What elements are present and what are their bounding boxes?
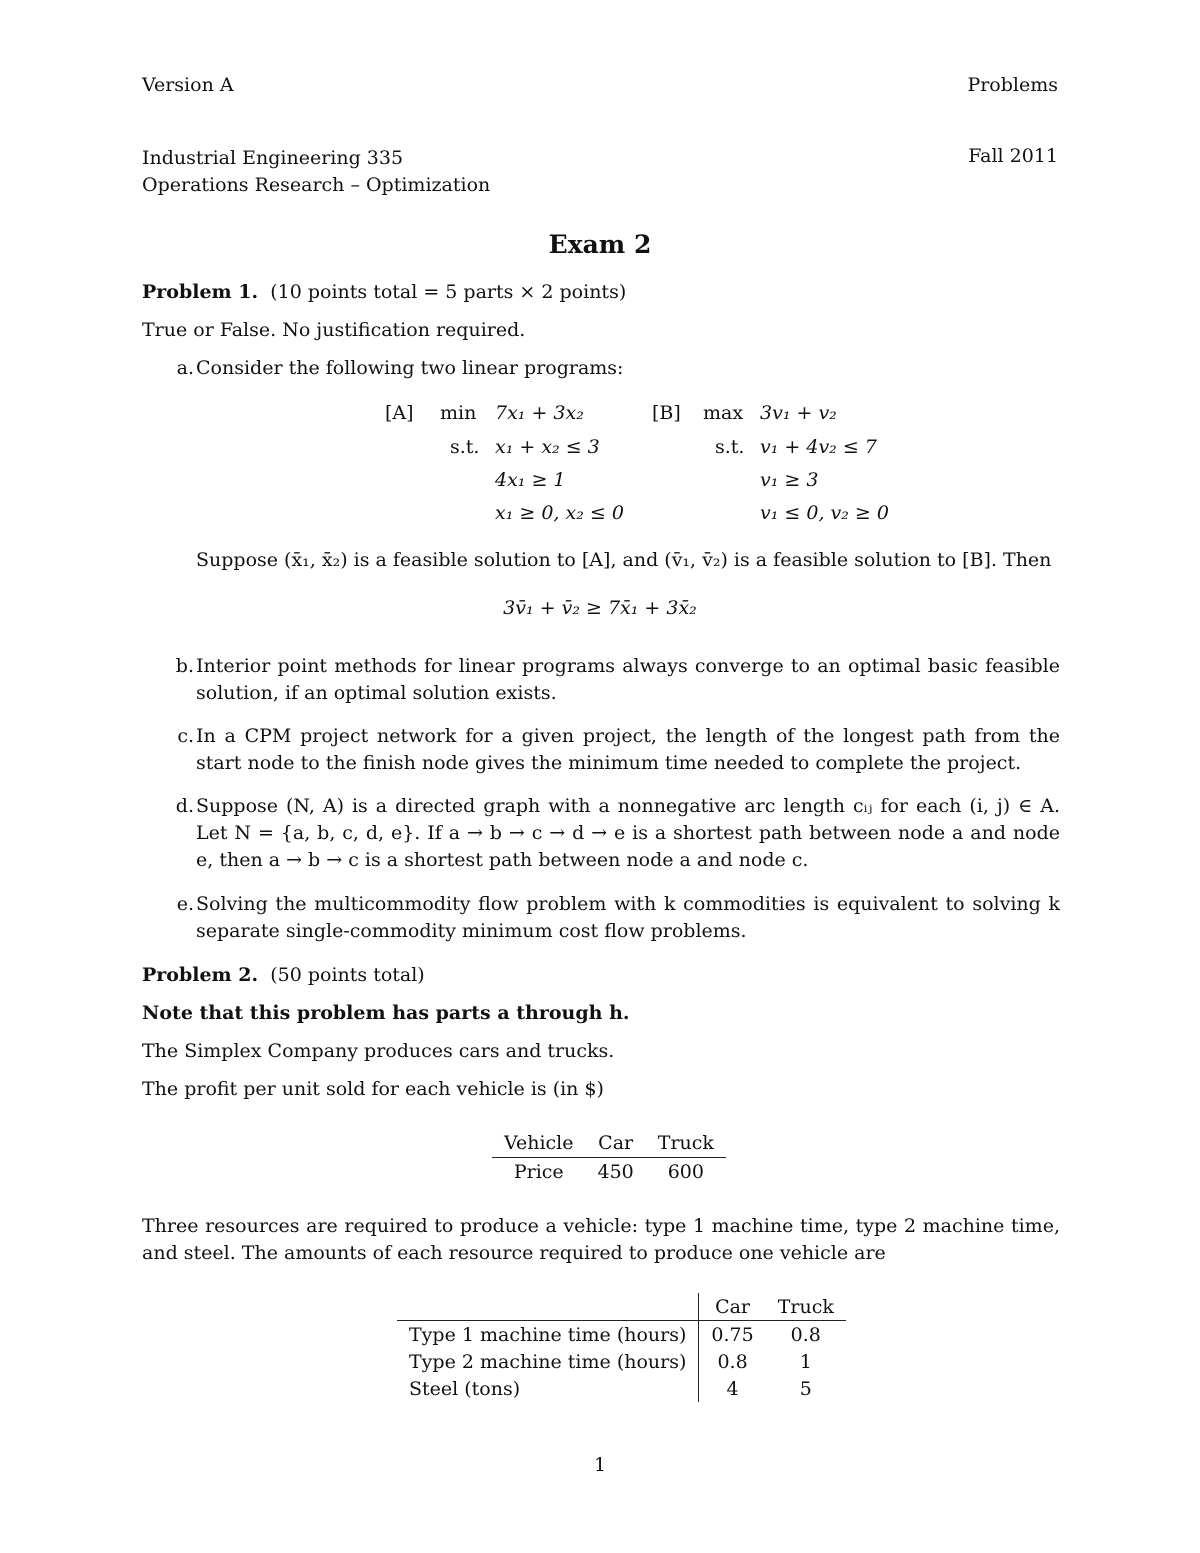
part-b-label: b. [175,655,194,677]
price-label: Price [513,1161,564,1183]
page-number: 1 [593,1454,607,1476]
resource-table-header-car: Car [699,1293,766,1321]
price-table [492,1129,726,1186]
table-row [397,1348,846,1375]
part-a-inequality: 3v̄₁ + v̄₂ ≥ 7x̄₁ + 3x̄₂ [503,597,697,619]
lpB-tag: [B] [652,402,681,424]
problem2-points: (50 points total) [270,964,425,986]
part-d-text: Suppose (N, A) is a directed graph with a nonnegative arc length cᵢⱼ for each (i, j) ∈ A. Let N = {a, b, c, d, e}. If a → b → c → d → e is a shortest path between node a and node e, then a → b → c is a shortest path between node a and node c. [196,795,1060,871]
problem2-note: Note that this problem has parts a through h. [142,1002,630,1024]
price-table-header-vehicle: Vehicle [492,1129,586,1158]
lpA-st: s.t. [450,436,480,458]
resource-label: Type 1 machine time (hours) [397,1321,699,1349]
term: Fall 2011 [968,145,1058,167]
part-b-text: Interior point methods for linear programs always converge to an optimal basic feasible solution, if an optimal solution exists. [196,655,1060,704]
resource-table-header-blank [397,1293,699,1321]
course-info [142,145,490,199]
price-table-header-car: Car [586,1129,646,1158]
problem2-heading [142,962,1060,989]
problem2-sentence3: Three resources are required to produce a vehicle: type 1 machine time, type 2 machine time, and steel. The amounts of each resource required to produce one vehicle are [142,1215,1060,1264]
resource-label: Type 2 machine time (hours) [397,1348,699,1375]
lpA-sense: min [440,402,477,424]
part-a-suppose-text: Suppose (x̄₁, x̄₂) is a feasible solution to [A], and (v̄₁, v̄₂) is a feasible solution to [B]. Then [196,549,1052,571]
lpB-st: s.t. [715,436,745,458]
resource-truck: 0.8 [790,1323,821,1346]
problem2-label: Problem 2. [142,964,259,986]
lpB-constraint2: v₁ ≥ 3 [760,469,819,491]
table-row [397,1321,846,1349]
lpA-tag: [A] [385,402,414,424]
lpB-sense: max [703,402,744,424]
lpA-objective: 7x₁ + 3x₂ [495,402,584,424]
price-table-header-truck: Truck [646,1129,726,1158]
lpA-constraint1: x₁ + x₂ ≤ 3 [495,436,600,458]
part-a-label: a. [176,357,194,379]
lpA-constraint3: x₁ ≥ 0, x₂ ≤ 0 [495,502,624,524]
problem1-label: Problem 1. [142,281,259,303]
part-c-text: In a CPM project network for a given project, the length of the longest path from the start node to the finish node gives the minimum time needed to complete the project. [196,725,1060,774]
page-title: Exam 2 [548,230,652,259]
problem1-heading [142,279,1060,306]
header-right: Problems [967,74,1058,96]
resource-label: Steel (tons) [397,1375,699,1402]
price-car: 450 [597,1161,634,1183]
part-a-text: Consider the following two linear programs: [196,357,624,379]
table-row [397,1375,846,1402]
problem1-instructions: True or False. No justification required. [142,319,526,341]
part-d-label: d. [175,795,194,817]
problem2-sentence2: The profit per unit sold for each vehicle is (in $) [142,1078,604,1100]
resource-car: 0.75 [711,1323,754,1346]
resource-truck: 5 [799,1377,812,1400]
course-subtitle: Operations Research – Optimization [142,174,491,196]
part-e-label: e. [176,893,194,915]
table-row [492,1158,726,1187]
lpB-constraint3: v₁ ≤ 0, v₂ ≥ 0 [760,502,889,524]
resource-truck: 1 [799,1350,812,1373]
resource-table [397,1293,846,1402]
part-c-label: c. [177,725,194,747]
resource-table-header-truck: Truck [766,1293,846,1321]
price-truck: 600 [667,1161,704,1183]
resource-car: 0.8 [717,1350,748,1373]
lpB-objective: 3v₁ + v₂ [760,402,837,424]
problem2-sentence1: The Simplex Company produces cars and trucks. [142,1040,615,1062]
lpB-constraint1: v₁ + 4v₂ ≤ 7 [760,436,877,458]
part-e-text: Solving the multicommodity flow problem with k commodities is equivalent to solving k separate single-commodity minimum cost flow problems. [196,893,1060,942]
course-name: Industrial Engineering 335 [142,147,404,169]
header-left: Version A [142,74,234,96]
resource-car: 4 [726,1377,739,1400]
lpA-constraint2: 4x₁ ≥ 1 [495,469,566,491]
problem1-points: (10 points total = 5 parts × 2 points) [270,281,627,303]
